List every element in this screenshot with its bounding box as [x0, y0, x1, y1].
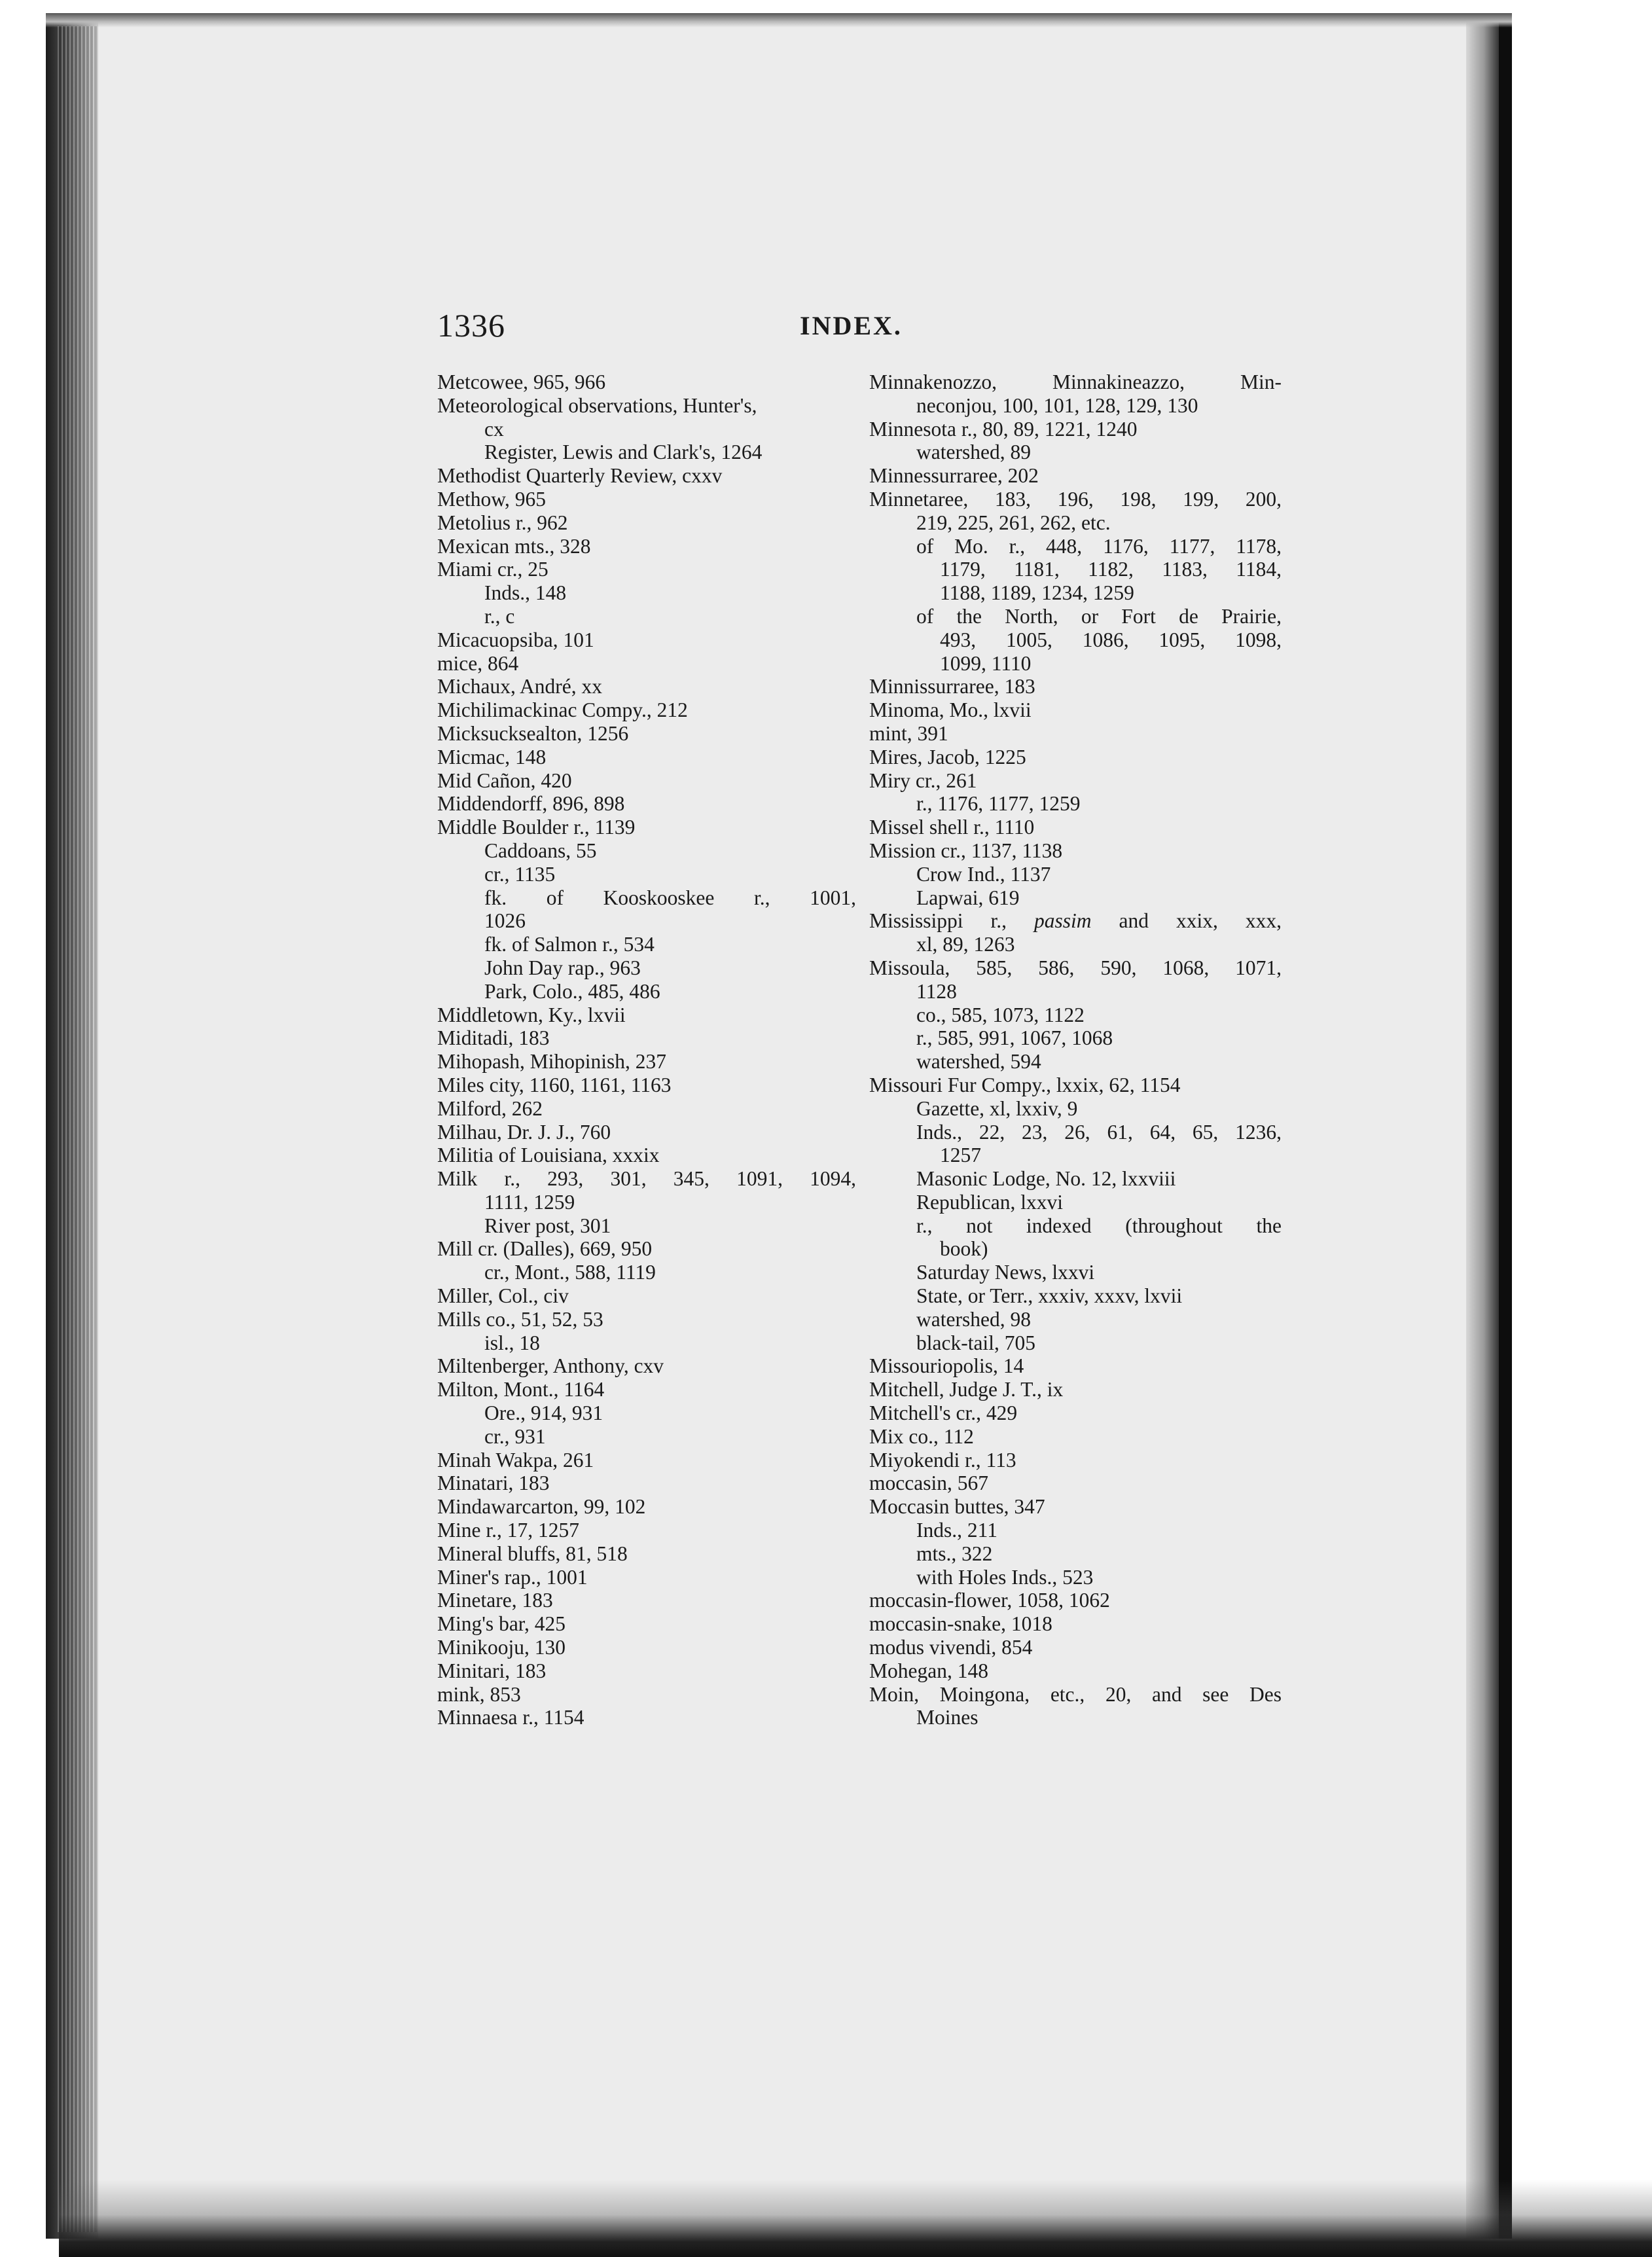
index-entry: Minitari, 183: [437, 1659, 547, 1682]
index-entry: Miditadi, 183: [437, 1026, 550, 1050]
index-entry: Moines: [916, 1706, 979, 1729]
index-entry: State, or Terr., xxxiv, xxxv, lxvii: [916, 1284, 1183, 1308]
index-entry: Mill cr. (Dalles), 669, 950: [437, 1237, 653, 1261]
index-entry: mink, 853: [437, 1682, 521, 1706]
index-entry: Mississippi r., passim and xxix, xxx,: [869, 909, 1282, 933]
index-entry: 1179, 1181, 1182, 1183, 1184,: [940, 558, 1282, 581]
index-entry: of Mo. r., 448, 1176, 1177, 1178,: [916, 534, 1282, 558]
index-entry: xl, 89, 1263: [916, 933, 1015, 956]
index-entry: Milton, Mont., 1164: [437, 1378, 605, 1401]
index-entry: Miami cr., 25: [437, 558, 548, 581]
index-entry: Saturday News, lxxvi: [916, 1261, 1095, 1284]
index-entry: Methodist Quarterly Review, cxxv: [437, 464, 723, 488]
index-entry: Michaux, André, xx: [437, 675, 602, 698]
book-bottom-shadow: [59, 2180, 1652, 2257]
index-entry: Missouriopolis, 14: [869, 1354, 1024, 1378]
index-entry: neconjou, 100, 101, 128, 129, 130: [916, 393, 1198, 417]
index-entry: Minnissurraree, 183: [869, 675, 1035, 698]
index-entry: Middendorff, 896, 898: [437, 792, 625, 816]
index-entry: co., 585, 1073, 1122: [916, 1003, 1085, 1026]
index-entry: book): [940, 1237, 988, 1261]
index-entry: mint, 391: [869, 721, 948, 745]
index-entry: Mission cr., 1137, 1138: [869, 839, 1063, 862]
index-entry: Minnesota r., 80, 89, 1221, 1240: [869, 417, 1138, 441]
index-entry: Mills co., 51, 52, 53: [437, 1307, 603, 1331]
index-entry: Inds., 211: [916, 1519, 997, 1542]
index-entry: Moin, Moingona, etc., 20, and see Des: [869, 1682, 1282, 1706]
index-entry: r., not indexed (throughout the: [916, 1214, 1282, 1237]
index-entry: cr., 1135: [484, 862, 556, 886]
index-entry: 1111, 1259: [484, 1190, 575, 1214]
index-entry: Militia of Louisiana, xxxix: [437, 1144, 660, 1167]
index-entry: Minikooju, 130: [437, 1636, 566, 1659]
index-entry: Minnessurraree, 202: [869, 464, 1039, 488]
index-entry: watershed, 89: [916, 441, 1031, 464]
index-entry: modus vivendi, 854: [869, 1636, 1033, 1659]
index-entry: Milk r., 293, 301, 345, 1091, 1094,: [437, 1167, 856, 1191]
index-entry: Park, Colo., 485, 486: [484, 979, 660, 1003]
index-entry: Minah Wakpa, 261: [437, 1448, 594, 1472]
index-entry: Mine r., 17, 1257: [437, 1519, 579, 1542]
index-entry: Milford, 262: [437, 1096, 543, 1120]
index-entry: Caddoans, 55: [484, 839, 597, 862]
index-entry: Mexican mts., 328: [437, 534, 591, 558]
index-entry: r., c: [484, 604, 515, 628]
index-entry: Ore., 914, 931: [484, 1401, 603, 1425]
index-entry: 1188, 1189, 1234, 1259: [940, 581, 1134, 605]
index-entry: moccasin-flower, 1058, 1062: [869, 1589, 1110, 1612]
index-entry: Middletown, Ky., lxvii: [437, 1003, 626, 1026]
index-entry: watershed, 98: [916, 1307, 1031, 1331]
index-entry: mts., 322: [916, 1542, 993, 1565]
index-entry: Miles city, 1160, 1161, 1163: [437, 1073, 672, 1096]
index-entry: Micacuopsiba, 101: [437, 628, 594, 651]
index-entry: Miller, Col., civ: [437, 1284, 569, 1308]
index-entry: Moccasin buttes, 347: [869, 1495, 1045, 1519]
index-entry: River post, 301: [484, 1214, 611, 1237]
index-entry: r., 585, 991, 1067, 1068: [916, 1026, 1113, 1050]
index-entry: moccasin, 567: [869, 1472, 988, 1495]
index-entry: Middle Boulder r., 1139: [437, 816, 636, 839]
index-entry: Miltenberger, Anthony, cxv: [437, 1354, 664, 1378]
index-entry: Minnetaree, 183, 196, 198, 199, 200,: [869, 487, 1282, 511]
index-entry: Minoma, Mo., lxvii: [869, 698, 1032, 722]
index-entry: Ming's bar, 425: [437, 1612, 566, 1636]
index-entry: Miyokendi r., 113: [869, 1448, 1016, 1472]
index-entry: Republican, lxxvi: [916, 1190, 1063, 1214]
page-number: 1336: [437, 307, 505, 344]
index-entry: Minnaesa r., 1154: [437, 1706, 584, 1729]
index-column-right: [869, 370, 1282, 1729]
index-entry: Metolius r., 962: [437, 511, 568, 534]
index-entry: r., 1176, 1177, 1259: [916, 792, 1081, 816]
index-entry: cr., 931: [484, 1424, 546, 1448]
index-entry: 1257: [940, 1144, 981, 1167]
index-entry: Mitchell's cr., 429: [869, 1401, 1018, 1425]
index-entry: Inds., 22, 23, 26, 61, 64, 65, 1236,: [916, 1120, 1282, 1144]
index-entry: Mineral bluffs, 81, 518: [437, 1542, 628, 1565]
index-entry: mice, 864: [437, 651, 519, 675]
book-page-edges: [58, 26, 97, 2232]
index-entry: Missouri Fur Compy., lxxix, 62, 1154: [869, 1073, 1181, 1096]
index-entry: 1026: [484, 909, 526, 933]
index-entry: Minnakenozzo, Minnakineazzo, Min-: [869, 370, 1282, 393]
index-entry: 219, 225, 261, 262, etc.: [916, 511, 1111, 534]
index-entry: Meteorological observations, Hunter's,: [437, 393, 757, 417]
index-entry: 1128: [916, 979, 957, 1003]
index-entry: Crow Ind., 1137: [916, 862, 1051, 886]
index-entry: fk. of Salmon r., 534: [484, 933, 655, 956]
index-entry: Mires, Jacob, 1225: [869, 745, 1026, 768]
index-entry: Metcowee, 965, 966: [437, 370, 606, 393]
index-entry-italic: passim: [1034, 909, 1092, 933]
book-right-dark-edge: [1499, 13, 1512, 2239]
index-entry: watershed, 594: [916, 1050, 1041, 1074]
index-entry: Micksucksealton, 1256: [437, 721, 629, 745]
index-entry: Masonic Lodge, No. 12, lxxviii: [916, 1167, 1176, 1191]
index-entry: Mid Cañon, 420: [437, 768, 572, 792]
index-entry: with Holes Inds., 523: [916, 1565, 1094, 1589]
index-entry: Micmac, 148: [437, 745, 547, 768]
index-entry: Milhau, Dr. J. J., 760: [437, 1120, 611, 1144]
index-entry: of the North, or Fort de Prairie,: [916, 604, 1282, 628]
index-entry: Mindawarcarton, 99, 102: [437, 1495, 646, 1519]
index-entry: Missoula, 585, 586, 590, 1068, 1071,: [869, 956, 1282, 979]
index-entry: Mitchell, Judge J. T., ix: [869, 1378, 1064, 1401]
index-entry: Lapwai, 619: [916, 886, 1020, 909]
index-entry: Inds., 148: [484, 581, 567, 605]
index-entry: Minatari, 183: [437, 1472, 550, 1495]
index-entry: Methow, 965: [437, 487, 546, 511]
book-top-shadow: [46, 13, 1512, 27]
index-entry: isl., 18: [484, 1331, 540, 1354]
index-entry: fk. of Kooskooskee r., 1001,: [484, 886, 856, 909]
index-entry: cx: [484, 417, 504, 441]
index-entry: moccasin-snake, 1018: [869, 1612, 1052, 1636]
index-entry: Mihopash, Mihopinish, 237: [437, 1050, 667, 1074]
index-entry: John Day rap., 963: [484, 956, 641, 979]
index-entry: Gazette, xl, lxxiv, 9: [916, 1096, 1078, 1120]
index-entry: Miner's rap., 1001: [437, 1565, 588, 1589]
running-head: INDEX.: [800, 311, 903, 340]
index-entry: 493, 1005, 1086, 1095, 1098,: [940, 628, 1282, 651]
index-entry: 1099, 1110: [940, 651, 1032, 675]
index-entry: cr., Mont., 588, 1119: [484, 1261, 656, 1284]
index-entry: Michilimackinac Compy., 212: [437, 698, 688, 722]
index-entry: Mohegan, 148: [869, 1659, 988, 1682]
index-column-left: [437, 370, 856, 1729]
index-entry: black-tail, 705: [916, 1331, 1035, 1354]
index-entry: Mix co., 112: [869, 1424, 974, 1448]
index-entry: Register, Lewis and Clark's, 1264: [484, 441, 763, 464]
index-entry: Minetare, 183: [437, 1589, 553, 1612]
index-entry: Miry cr., 261: [869, 768, 977, 792]
index-entry: Missel shell r., 1110: [869, 816, 1035, 839]
